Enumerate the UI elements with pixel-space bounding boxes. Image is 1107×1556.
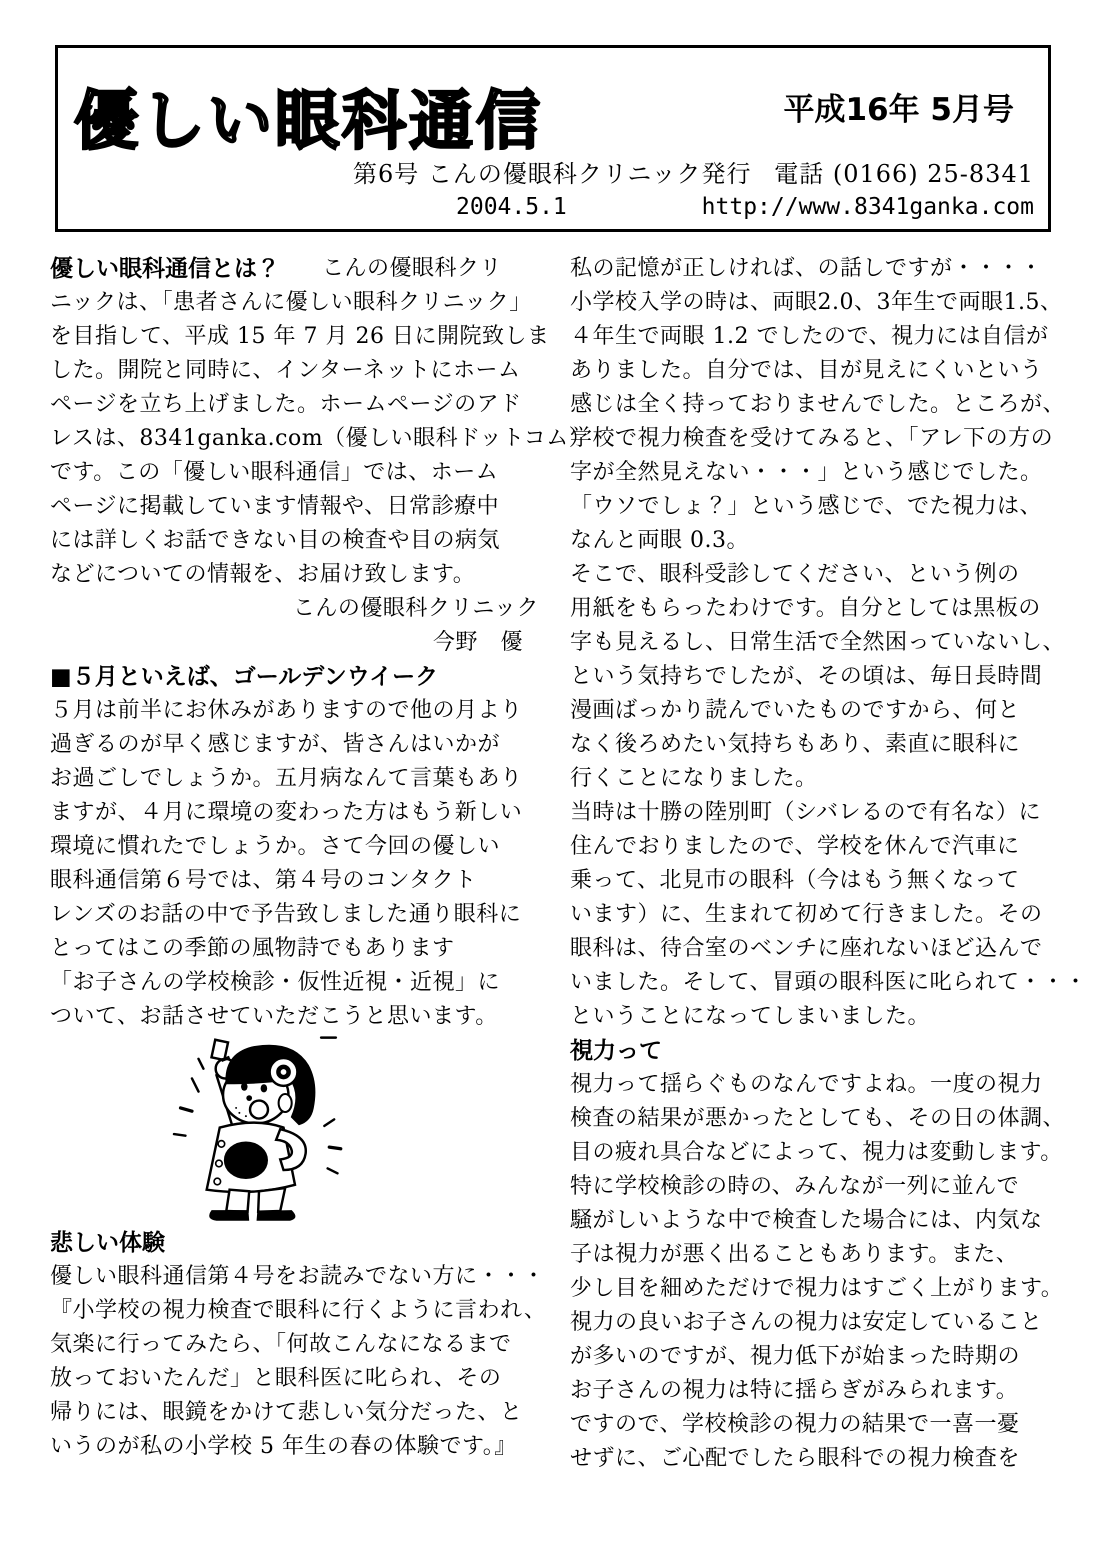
text-line: いうのが私の小学校 5 年生の春の体験です。』 (50, 1434, 517, 1459)
newsletter-title: 優しい眼科通信 (74, 85, 543, 159)
issue-date: 2004.5.1 (456, 194, 567, 220)
text-line: ですので、学校検診の視力の結果で一喜一憂 (570, 1412, 1020, 1437)
text-line: お子さんの視力は特に揺らぎがみられます。 (570, 1378, 1019, 1403)
text-line: です。この「優しい眼科通信」では、ホーム (50, 460, 499, 485)
doctor-cartoon-drawing (152, 1036, 366, 1224)
text-line: なく後ろめたい気持ちもあり、素直に眼科に (570, 732, 1021, 757)
text-line: 用紙をもらったわけです。自分としては黒板の (570, 596, 1041, 621)
text-line: 気楽に行ってみたら、「何故こんなになるまで (50, 1332, 512, 1357)
text-line: ということになってしまいました。 (570, 1004, 931, 1029)
text-line: という気持ちでしたが、その頃は、毎日長時間 (570, 664, 1043, 689)
text-line: レンズのお話の中で予告致しました通り眼科に (50, 902, 522, 927)
text-line: 漫画ばっかり読んでいたものですから、何と (570, 698, 1021, 723)
text-line: 特に学校検診の時の、みんなが一列に並んで (570, 1174, 1020, 1199)
signature-line: 今野 優 (432, 630, 523, 655)
text-line: ページに掲載しています情報や、日常診療中 (50, 494, 500, 519)
intro-paragraph (50, 286, 592, 592)
text-line: います）に、生まれて初めて行きました。その (570, 902, 1043, 927)
text-line: ニックは、「患者さんに優しい眼科クリニック」 (50, 290, 532, 315)
text-line: 目の疲れ具合などによって、視力は変動します。 (570, 1140, 1063, 1165)
issue-label: 平成16年 5月号 (783, 92, 1014, 128)
left-column (50, 252, 592, 1476)
phone-number: 電話 (0166) 25-8341 (774, 160, 1034, 188)
text-line: 学校で視力検査を受けてみると、「アレ下の方の (570, 426, 1054, 451)
text-line: 住んでおりましたので、学校を休んで汽車に (570, 834, 1020, 859)
text-line: せずに、ご心配でしたら眼科での視力検査を (570, 1446, 1021, 1471)
memory-paragraph (570, 252, 1087, 1034)
text-line: ついて、お話させていただこうと思います。 (50, 1004, 498, 1029)
text-line: を目指して、平成 15 年 7 月 26 日に開院致しま (50, 324, 550, 349)
text-line: 眼科は、待合室のベンチに座れないほど込んで (570, 936, 1043, 961)
text-line: 優しい眼科通信第４号をお読みでない方に・・・ (50, 1264, 546, 1289)
text-line: 視力の良いお子さんの視力は安定していること (570, 1310, 1043, 1335)
text-line: した。開院と同時に、インターネットにホーム (50, 358, 521, 383)
text-line: いました。そして、冒頭の眼科医に叱られて・・・ (570, 970, 1088, 995)
text-line: そこで、眼科受診してください、という例の (570, 562, 1020, 587)
text-line: 字が全然見えない・・・」という感じでした。 (570, 460, 1043, 485)
text-line: 乗って、北見市の眼科（今はもう無くなって (570, 868, 1020, 893)
text-line: 『小学校の視力検査で眼科に行くように言われ、 (50, 1298, 547, 1323)
text-line: 騒がしいような中で検査した場合には、内気な (570, 1208, 1043, 1233)
text-line: とってはこの季節の風物詩でもあります (50, 936, 455, 961)
text-line: 「お子さんの学校検診・仮性近視・近視」に (50, 970, 501, 995)
text-line: 私の記憶が正しければ、の話しですが・・・・ (570, 256, 1043, 281)
text-line: 過ぎるのが早く感じますが、皆さんはいかが (50, 732, 501, 757)
text-line: 放っておいたんだ」と眼科医に叱られ、その (50, 1366, 502, 1391)
text-line: レスは、8341ganka.com（優しい眼科ドットコム） (50, 426, 592, 451)
text-line: 帰りには、眼鏡をかけて悲しい気分だった、と (50, 1400, 523, 1425)
text-line: 字も見えるし、日常生活で全然困っていないし、 (570, 630, 1066, 655)
intro-first-line (50, 252, 543, 286)
text-line: ページを立ち上げました。ホームページのアド (50, 392, 522, 417)
golden-week-heading: ■５月といえば、ゴールデンウイーク (50, 664, 439, 690)
text-line: なんと両眼 0.3。 (570, 528, 749, 553)
text-line: には詳しくお話できない目の検査や目の病気 (50, 528, 501, 553)
website-url: http://www.8341ganka.com (701, 194, 1034, 220)
doctor-cartoon-illustration (50, 1034, 543, 1226)
text-line: 検査の結果が悪かったとしても、その日の体調、 (570, 1106, 1066, 1131)
sad-experience-heading: 悲しい体験 (50, 1230, 165, 1256)
text-line: 当時は十勝の陸別町（シバレるので有名な）に (570, 800, 1041, 825)
golden-week-paragraph (50, 694, 543, 1034)
body-columns (50, 252, 1088, 1476)
intro-lead-text: こんの優眼科クリ (322, 256, 503, 281)
text-line: 視力って揺らぐものなんですよね。一度の視力 (570, 1072, 1043, 1097)
text-line: ますが、４月に環境の変わった方はもう新しい (50, 800, 523, 825)
right-column (570, 252, 1087, 1476)
publisher-line: 第6号 こんの優眼科クリニック発行 (353, 160, 752, 188)
eyesight-paragraph (570, 1068, 1087, 1476)
eyesight-heading: 視力って (570, 1038, 662, 1064)
text-line: 子は視力が悪く出ることもあります。また、 (570, 1242, 1019, 1267)
intro-heading: 優しい眼科通信とは？ (50, 256, 280, 282)
sad-experience-paragraph (50, 1260, 547, 1464)
signature-block (50, 592, 543, 660)
text-line: 小学校入学の時は、両眼2.0、3年生で両眼1.5、 (570, 290, 1063, 315)
text-line: ４年生で両眼 1.2 でしたので、視力には自信が (570, 324, 1049, 349)
text-line: が多いのですが、視力低下が始まった時期の (570, 1344, 1021, 1369)
text-line: 環境に慣れたでしょうか。さて今回の優しい (50, 834, 501, 859)
text-line: 行くことになりました。 (570, 766, 818, 791)
text-line: ありました。自分では、目が見えにくいという (570, 358, 1043, 383)
text-line: などについての情報を、お届け致します。 (50, 562, 476, 587)
text-line: 少し目を細めただけで視力はすごく上がります。 (570, 1276, 1064, 1301)
header-box (55, 45, 1051, 232)
text-line: 眼科通信第６号では、第４号のコンタクト (50, 868, 477, 893)
text-line: 感じは全く持っておりませんでした。ところが、 (570, 392, 1066, 417)
text-line: 「ウソでしょ？」という感じで、でた視力は、 (570, 494, 1043, 519)
text-line: ５月は前半にお休みがありますので他の月より (50, 698, 523, 723)
text-line: お過ごしでしょうか。五月病なんて言葉もあり (50, 766, 523, 791)
signature-line: こんの優眼科クリニック (292, 596, 539, 621)
